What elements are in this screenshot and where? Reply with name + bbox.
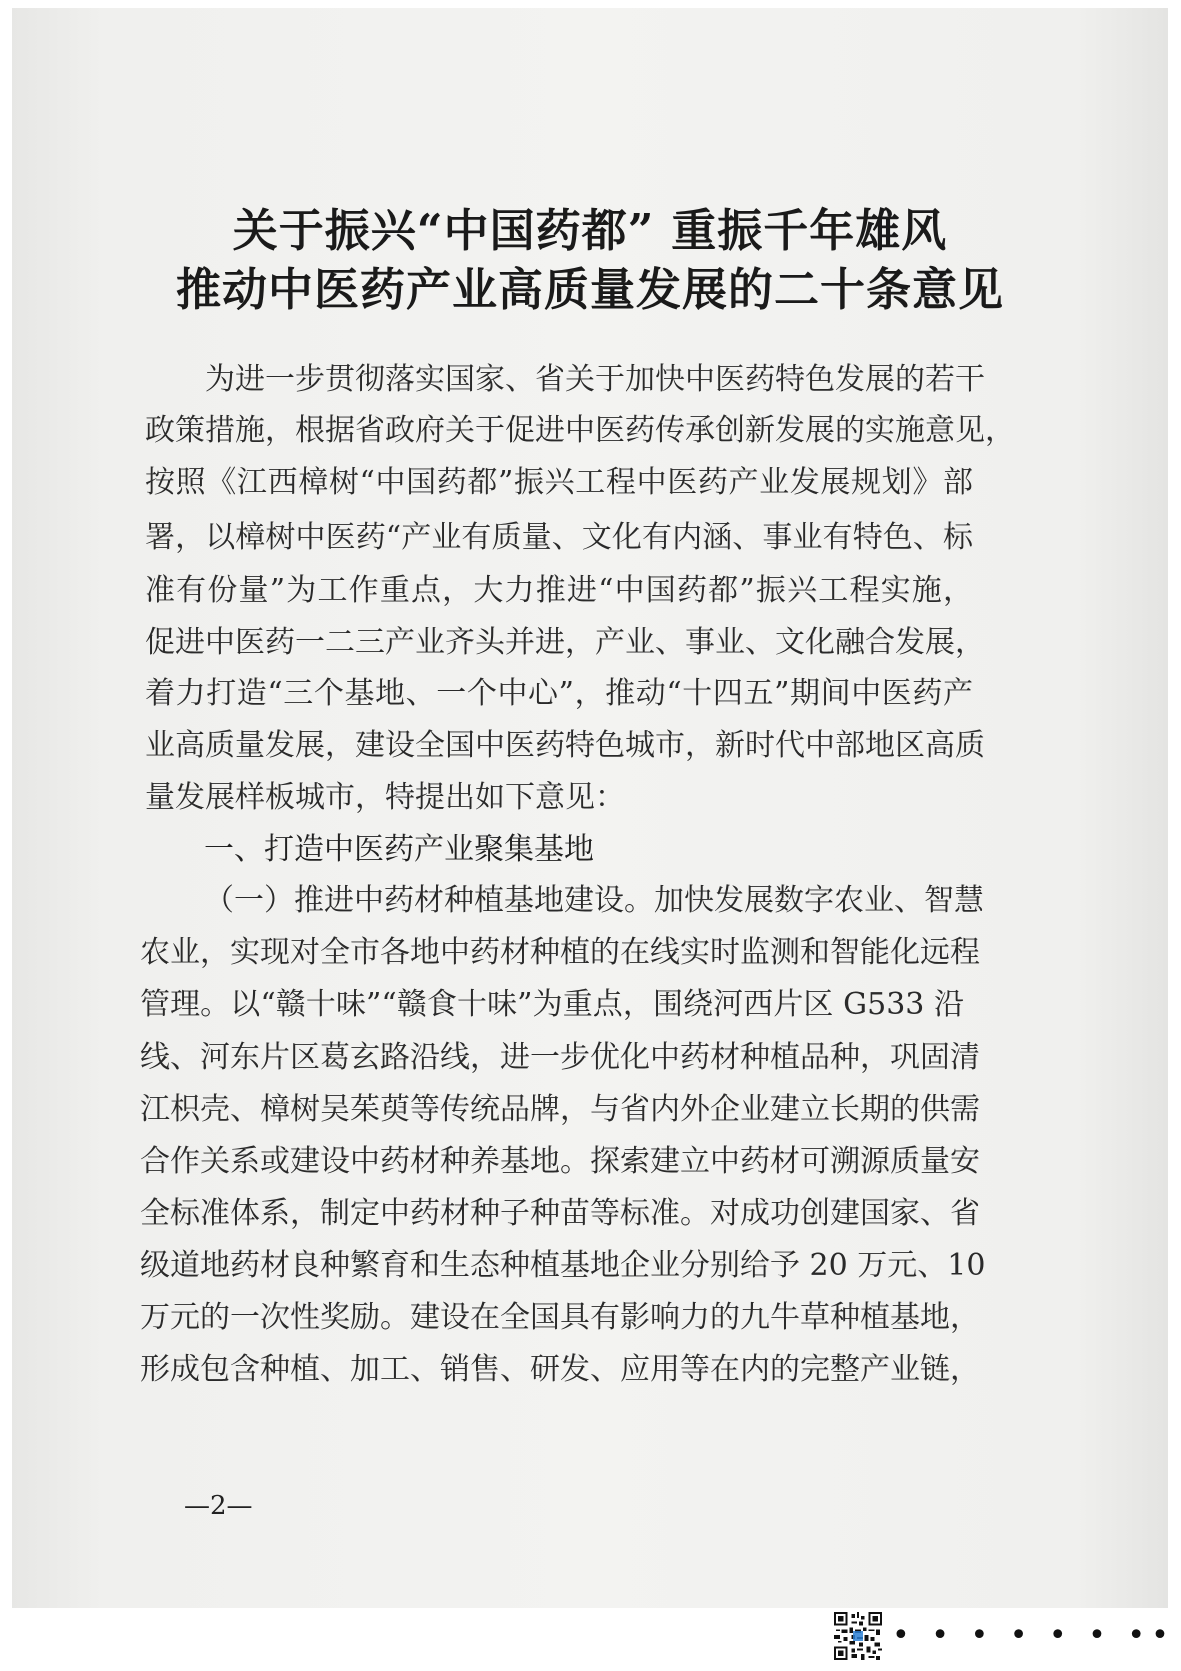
document-title-line-2: 推动中医药产业高质量发展的二十条意见 (175, 263, 1004, 316)
intro-line: 业高质量发展，建设全国中医药特色城市，新时代中部地区高质 (145, 728, 985, 763)
qr-code-icon (834, 1612, 882, 1660)
intro-line: 促进中医药一二三产业齐头并进，产业、事业、文化融合发展， (145, 625, 985, 660)
document-title-line-1: 关于振兴“中国药都” 重振千年雄风 (232, 204, 948, 257)
intro-line: 准有份量”为工作重点，大力推进“中国药都”振兴工程实施， (145, 573, 973, 608)
body-line: 合作关系或建设中药材种养基地。探索建立中药材可溯源质量安 (140, 1144, 980, 1179)
body-line: 级道地药材良种繁育和生态种植基地企业分别给予 20 万元、10 (140, 1248, 986, 1283)
intro-line: 为进一步贯彻落实国家、省关于加快中医药特色发展的若干 (205, 362, 985, 397)
body-line: 管理。以“赣十味”“赣食十味”为重点，围绕河西片区 G533 沿 (140, 987, 964, 1022)
intro-line: 量发展样板城市，特提出如下意见： (145, 780, 625, 815)
intro-line: 署，以樟树中医药“产业有质量、文化有内涵、事业有特色、标 (145, 520, 973, 555)
document-page (12, 8, 1168, 1608)
body-line: 线、河东片区葛玄路沿线，进一步优化中药材种植品种，巩固清 (140, 1040, 980, 1075)
body-line: 全标准体系，制定中药材种子种苗等标准。对成功创建国家、省 (140, 1196, 980, 1231)
page-number: —2— (184, 1491, 253, 1521)
body-line: 农业，实现对全市各地中药材种植的在线实时监测和智能化远程 (140, 935, 980, 970)
intro-line: 按照《江西樟树“中国药都”振兴工程中医药产业发展规划》部 (145, 465, 973, 500)
footer-dots: • • • • • • •• (892, 1618, 1175, 1653)
body-line: 江枳壳、樟树吴茱萸等传统品牌，与省内外企业建立长期的供需 (140, 1092, 980, 1127)
intro-line: 着力打造“三个基地、一个中心”，推动“十四五”期间中医药产 (145, 676, 973, 711)
body-line: （一）推进中药材种植基地建设。加快发展数字农业、智慧 (204, 883, 984, 918)
body-line: 万元的一次性奖励。建设在全国具有影响力的九牛草种植基地， (140, 1300, 980, 1335)
intro-line: 政策措施，根据省政府关于促进中医药传承创新发展的实施意见， (145, 413, 1015, 448)
section-heading: 一、打造中医药产业聚集基地 (204, 832, 594, 867)
body-line: 形成包含种植、加工、销售、研发、应用等在内的完整产业链， (140, 1352, 980, 1387)
